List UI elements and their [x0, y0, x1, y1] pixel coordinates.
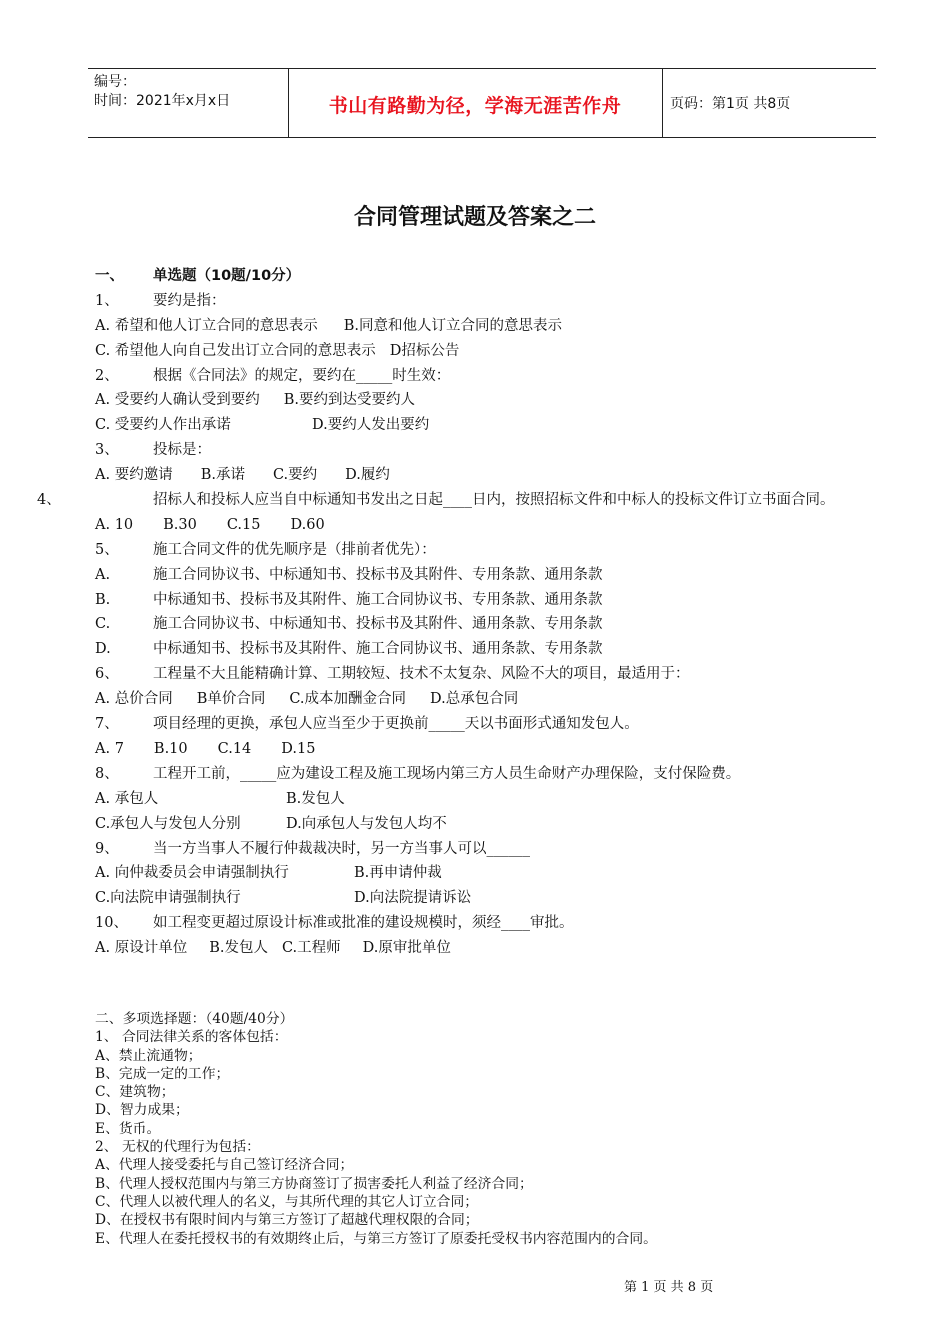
options-row: A. 7 B.10 C.14 D.15 [95, 740, 316, 757]
option-b: B. 中标通知书、投标书及其附件、施工合同协议书、专用条款、通用条款 [95, 591, 603, 608]
section-heading: 二、多项选择题：（40题/40分） [95, 1011, 294, 1027]
options-row: C.承包人与发包人分别 D.向承包人与发包人均不 [95, 815, 447, 832]
option-b: B、代理人授权范围内与第三方协商签订了损害委托人利益了经济合同； [95, 1175, 533, 1192]
document-title: 合同管理试题及答案之二 [353, 205, 596, 230]
time-label: 时间：2021年x月x日 [94, 93, 231, 109]
options-row: C. 希望他人向自己发出订立合同的意思表示 D招标公告 [95, 342, 460, 359]
options-row: A. 10 B.30 C.15 D.60 [95, 516, 325, 533]
question-6: 6、 工程量不大且能精确计算、工期较短、技术不太复杂、风险不大的项目，最适用于： [95, 666, 690, 683]
options-row: A. 希望和他人订立合同的意思表示 B.同意和他人订立合同的意思表示 [95, 317, 562, 334]
option-c: C. 施工合同协议书、中标通知书、投标书及其附件、通用条款、专用条款 [95, 616, 603, 633]
question-7: 7、 项目经理的更换，承包人应当至少于更换前_____天以书面形式通知发包人。 [95, 716, 639, 733]
header-meta [94, 73, 288, 111]
option-c: C、建筑物； [95, 1084, 175, 1101]
question-4: 4、 招标人和投标人应当自中标通知书发出之日起____日内，按照招标文件和中标人的投标文件订立书面合同。 [37, 492, 835, 509]
question-9: 9、 当一方当事人不履行仲裁裁决时，另一方当事人可以______ [95, 840, 530, 857]
question-3: 3、 投标是： [95, 442, 211, 459]
option-e: E、代理人在委托授权书的有效期终止后，与第三方签订了原委托受权书内容范围内的合同。 [95, 1230, 657, 1247]
options-row: A. 受要约人确认受到要约 B.要约到达受要约人 [95, 392, 415, 409]
option-b: B、完成一定的工作； [95, 1065, 230, 1082]
section-single-choice [37, 264, 885, 961]
header-divider [662, 69, 663, 137]
option-c: C、代理人以被代理人的名义，与其所代理的其它人订立合同； [95, 1193, 479, 1210]
options-row: C. 受要约人作出承诺 D.要约人发出要约 [95, 417, 430, 434]
question-8: 8、 工程开工前，_____应为建设工程及施工现场内第三方人员生命财产办理保险，支付保险费。 [95, 765, 741, 782]
question-1: 1、 合同法律关系的客体包括： [95, 1029, 288, 1046]
option-a: A. 施工合同协议书、中标通知书、投标书及其附件、专用条款、通用条款 [95, 566, 603, 583]
option-d: D、在授权书有限时间内与第三方签订了超越代理权限的合同； [95, 1212, 479, 1229]
page-header [88, 68, 876, 138]
options-row: A. 原设计单位 B.发包人 C.工程师 D.原审批单位 [95, 940, 451, 957]
code-label: 编号： [94, 74, 136, 90]
section-heading: 一、 单选题（10题/10分） [95, 268, 301, 284]
section-multiple-choice [95, 1010, 885, 1248]
header-page-info: 页码：第1页 共8页 [670, 96, 791, 112]
option-a: A、禁止流通物； [95, 1047, 202, 1064]
options-row: A. 承包人 B.发包人 [95, 790, 345, 807]
question-2: 2、 根据《合同法》的规定，要约在_____时生效： [95, 367, 451, 384]
question-5: 5、 施工合同文件的优先顺序是（排前者优先）： [95, 541, 436, 558]
options-row: A. 向仲裁委员会申请强制执行 B.再申请仲裁 [95, 865, 442, 882]
header-motto: 书山有路勤为径，学海无涯苦作舟 [328, 95, 622, 117]
options-row: C.向法院申请强制执行 D.向法院提请诉讼 [95, 890, 472, 907]
question-10: 10、 如工程变更超过原设计标准或批准的建设规模时，须经____审批。 [95, 915, 574, 932]
option-e: E、货币。 [95, 1120, 161, 1137]
question-2: 2、 无权的代理行为包括： [95, 1139, 260, 1156]
option-a: A、代理人接受委托与自己签订经济合同； [95, 1157, 354, 1174]
question-1: 1、 要约是指： [95, 292, 226, 309]
page-footer: 第 1 页 共 8 页 [624, 1280, 714, 1295]
option-d: D、智力成果； [95, 1102, 189, 1119]
options-row: A. 要约邀请 B.承诺 C.要约 D.履约 [95, 467, 390, 484]
option-d: D. 中标通知书、投标书及其附件、施工合同协议书、通用条款、专用条款 [95, 641, 603, 658]
options-row: A. 总价合同 B单价合同 C.成本加酬金合同 D.总承包合同 [95, 691, 519, 708]
